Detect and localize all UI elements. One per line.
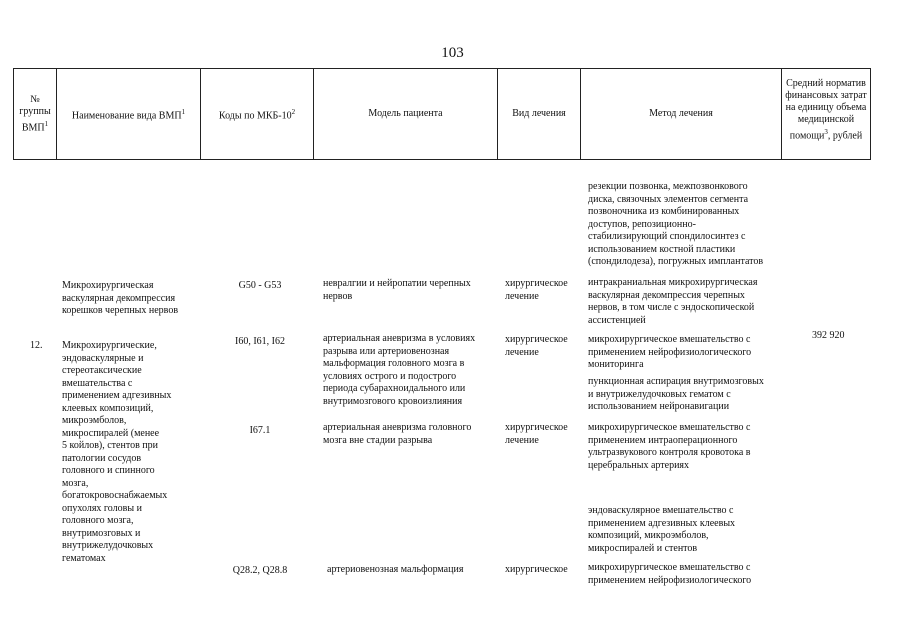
header-bottom-rule — [13, 159, 871, 160]
row3-method-a: микрохирургическое вмешательство с применением интраоперационного ультразвукового контроля кровотока в церебральных артериях — [588, 422, 751, 471]
header-treatment-method: Метод лечения — [649, 108, 713, 119]
cont-method-cell: резекции позвонка, межпозвонкового диска, связочных элементов сегмента позвоночника из комбинированных доступов, репозиционно- стабилизирующий спондилосинтез с использованием костной пластики (спондилодеза), погружных имплантатов — [588, 181, 764, 267]
row2-method-a: микрохирургическое вмешательство с применением нейрофизиологического мониторинга — [588, 334, 752, 370]
row1-codes: G50 - G53 — [238, 280, 282, 291]
row3-treatment-type: хирургическое лечение — [505, 422, 568, 446]
header-avg-cost: Средний норматив финансовых затрат на единицу объема медицинской помощи$^3$, рублей — [785, 78, 867, 142]
header-patient-model: Модель пациента — [368, 108, 443, 119]
row3-patient-model: артериальная аневризма головного мозга вне стадии разрыва — [323, 422, 472, 446]
header-vmp-name: Наименование вида ВМП$^1$ — [71, 107, 186, 122]
header-group-no: № группы ВМП$^1$ — [19, 93, 51, 134]
header-treatment-type: Вид лечения — [512, 108, 566, 119]
row4-patient-model: артериовенозная мальформация — [327, 564, 464, 575]
header-mkb-codes: Коды по МКБ-$10^2$ — [218, 107, 296, 122]
row4-codes: Q28.2, Q28.8 — [232, 565, 288, 576]
row1-vmp-name: Микрохирургическая васкулярная декомпрессия корешков черепных нервов — [62, 280, 179, 316]
row1-patient-model: невралгии и нейропатии черепных нервов — [323, 278, 471, 302]
col-rule — [870, 68, 871, 160]
page-number: 103 — [441, 45, 464, 61]
row3-method-b: эндоваскулярное вмешательство с применением адгезивных клеевых композиций, микроэмболов, микроспиралей и стентов — [588, 505, 736, 554]
row2-vmp-name: Микрохирургические, эндоваскулярные и стереотаксические вмешательства с применением адгезивных клеевых композиций, микроэмболов, микроспиралей (менее 5 койлов), стентов при патологии сосудов головного и спинного мозга, богатокровоснабжаемых опухолях головы и головного мозга, внутримозговых и внутрижелудочковых гематомах — [62, 340, 172, 564]
row1-treatment-method: интракраниальная микрохирургическая васкулярная декомпрессия черепных нервов, в том числе с эндоскопической ассистенцией — [588, 277, 758, 326]
row3-codes: I67.1 — [249, 425, 271, 436]
row4-treatment-type: хирургическое — [505, 564, 568, 575]
row2-treatment-type: хирургическое лечение — [505, 334, 568, 358]
col-rule — [781, 68, 782, 160]
row2-avg-cost: 392 920 — [812, 330, 845, 341]
row4-treatment-method: микрохирургическое вмешательство с применением нейрофизиологического — [588, 562, 752, 586]
row2-patient-model: артериальная аневризма в условиях разрыва или артериовенозная мальформация головного мозга в условиях острого и подострого периода субарахноидального или внутримозгового кровоизлияния — [323, 333, 476, 407]
row2-group-no: 12. — [30, 340, 43, 351]
row1-treatment-type: хирургическое лечение — [505, 278, 568, 302]
row2-method-b: пункционная аспирация внутримозговых и внутрижелудочковых гематом с использованием нейронавигации — [588, 376, 764, 412]
row2-codes: I60, I61, I62 — [235, 336, 285, 347]
